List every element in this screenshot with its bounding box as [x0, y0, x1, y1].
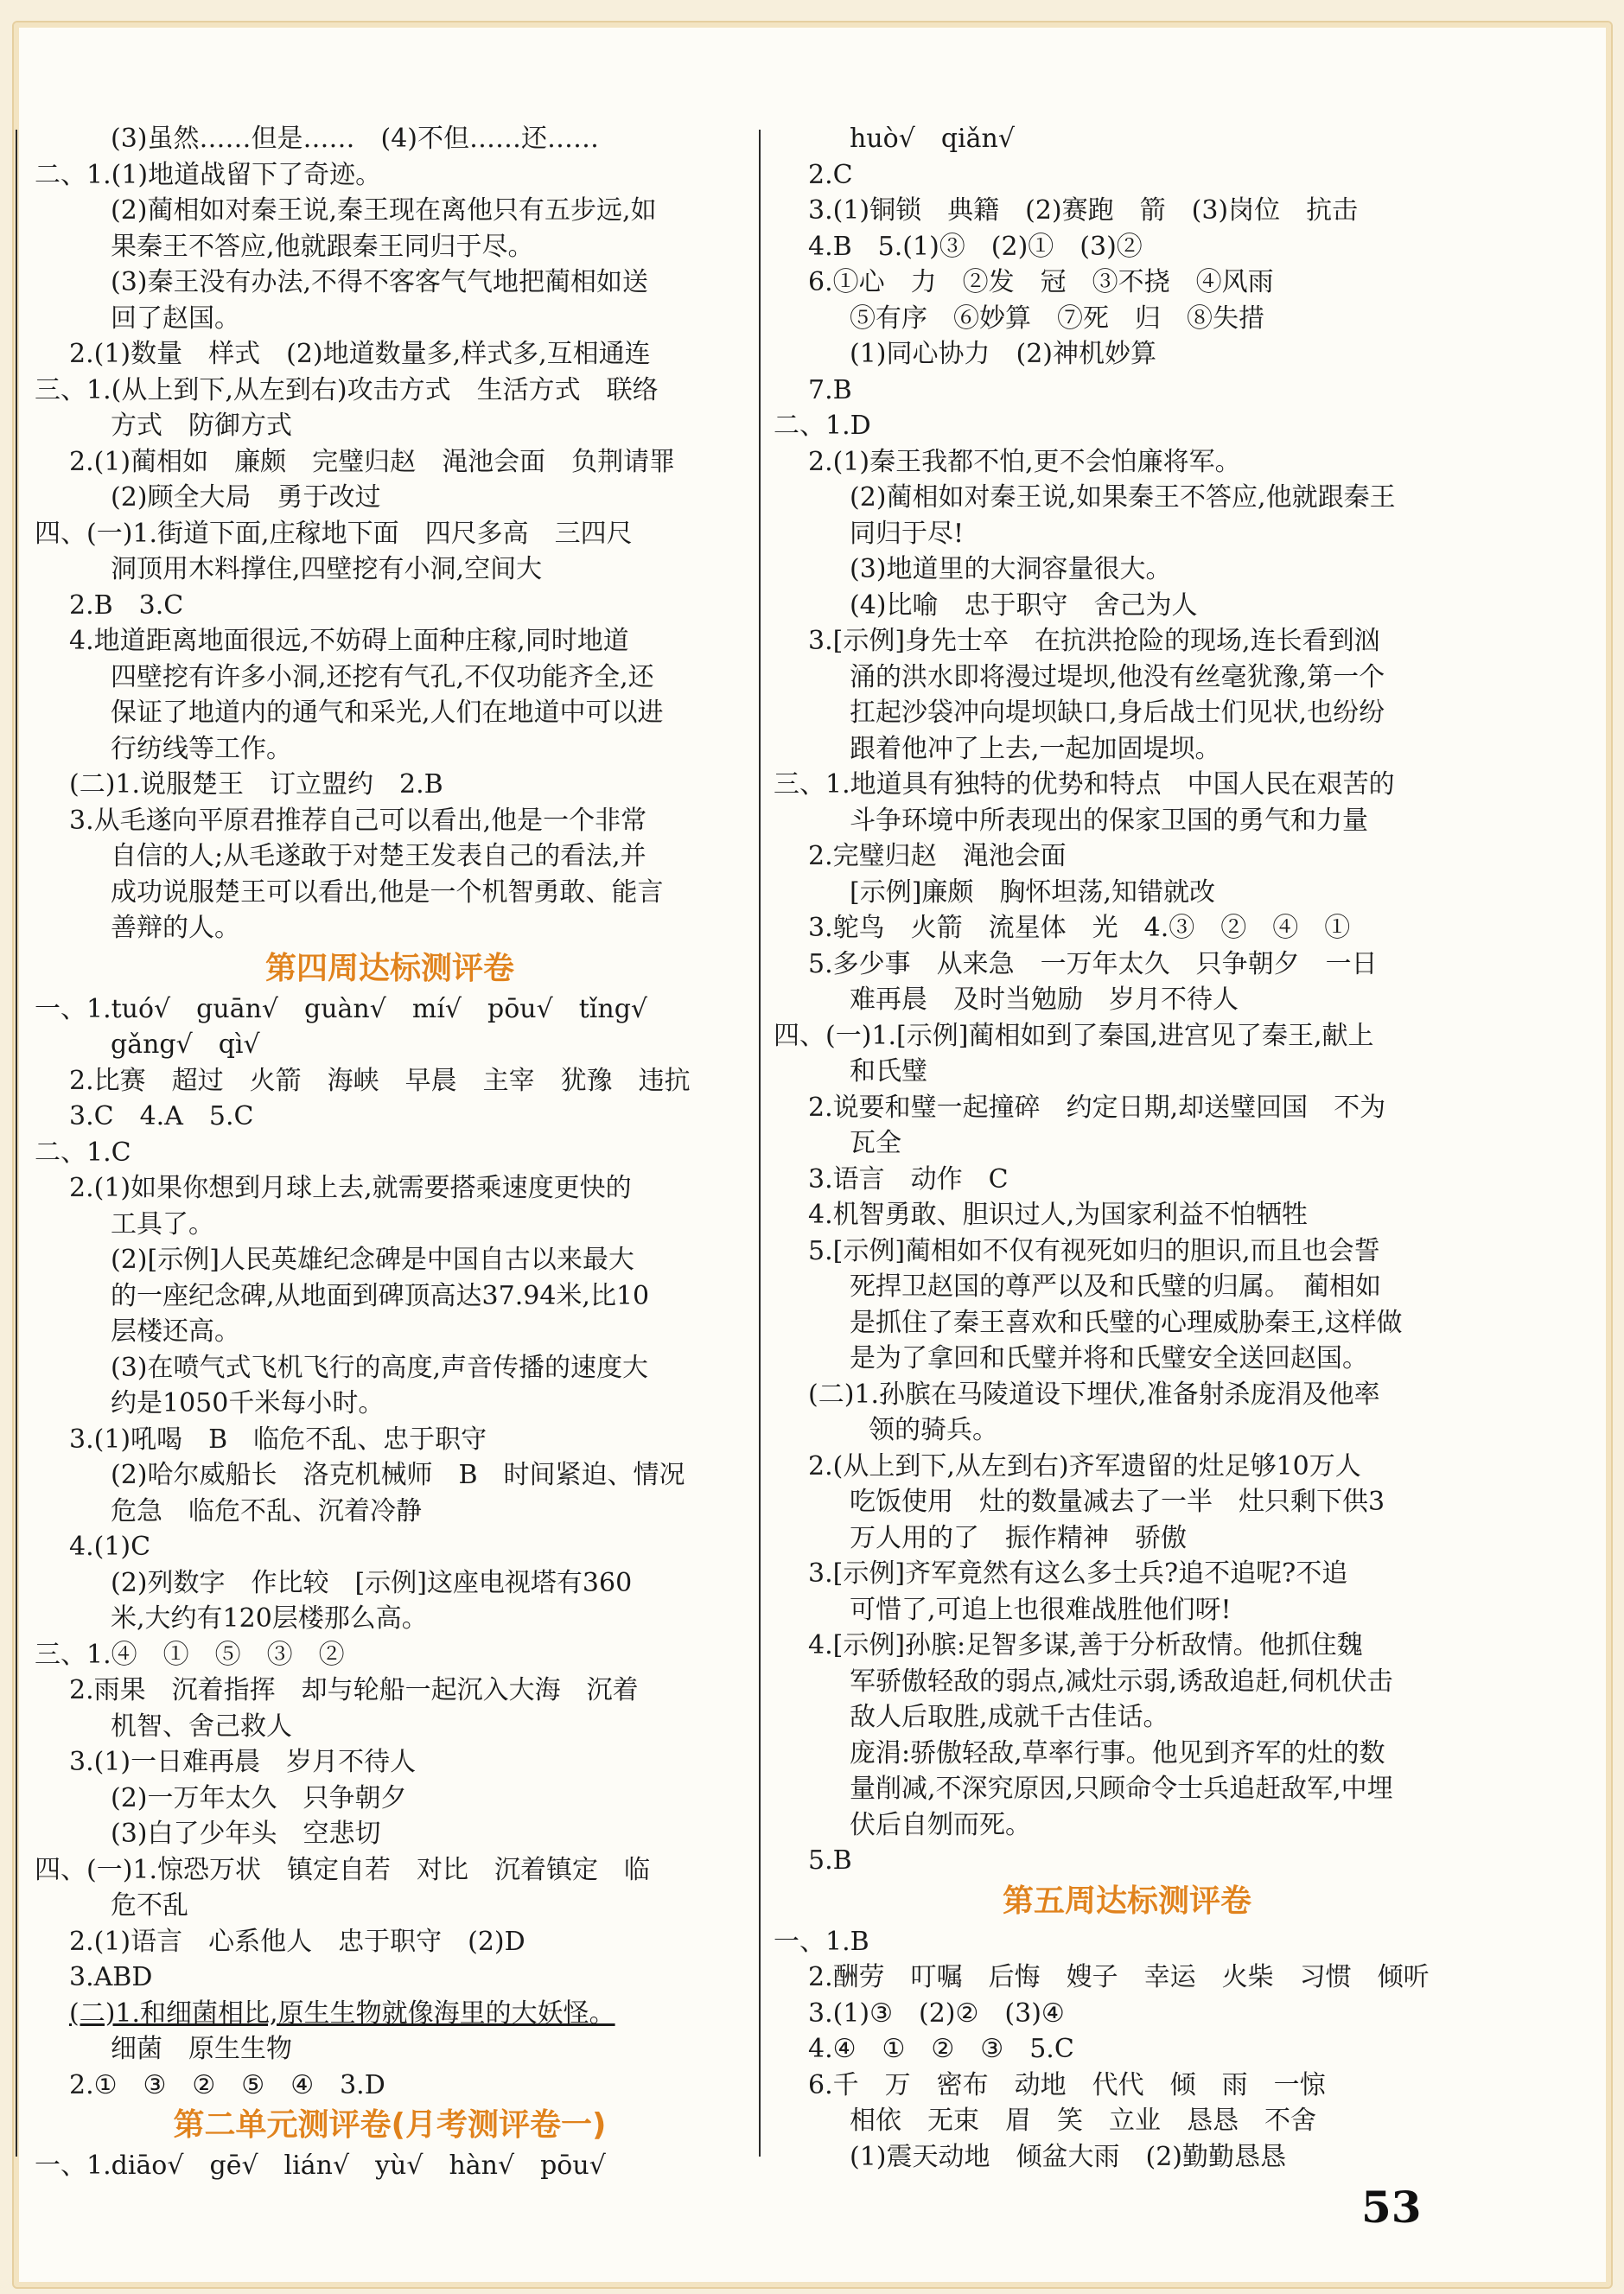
answer-line: 一、1.tuó√ guān√ guàn√ mí√ pōu√ tǐng√ — [35, 993, 648, 1024]
answer-line: 3.从毛遂向平原君推荐自己可以看出,他是一个非常 — [69, 805, 647, 836]
answer-line: 四、(一)1.惊恐万状 镇定自若 对比 沉着镇定 临 — [35, 1854, 651, 1885]
answer-line: 难再晨 及时当勉励 岁月不待人 — [850, 985, 1239, 1015]
answer-line: 6.①心 力 ②发 冠 ③不挠 ④风雨 — [808, 267, 1274, 297]
answer-line: (二)1.和细菌相比,原生生物就像海里的大妖怪。 — [69, 1998, 615, 2029]
answer-line: 2.(1)如果你想到月球上去,就需要搭乘速度更快的 — [69, 1173, 632, 1203]
answer-line: 方式 防御方式 — [111, 411, 292, 441]
answer-line: (二)1.孙膑在马陵道设下埋伏,准备射杀庞涓及他率 — [808, 1379, 1380, 1410]
answer-line: 4.B 5.(1)③ (2)① (3)② — [808, 231, 1143, 262]
answer-line: 2.雨果 沉着指挥 却与轮船一起沉入大海 沉着 — [69, 1675, 639, 1705]
answer-line: 和氏璧 — [850, 1056, 927, 1086]
answer-line: 2.完璧归赵 渑池会面 — [808, 841, 1067, 871]
answer-line: 四壁挖有许多小洞,还挖有气孔,不仅功能齐全,还 — [111, 661, 654, 692]
answer-line: gǎng√ qì√ — [111, 1029, 260, 1060]
answer-line: 2.酬劳 叮嘱 后悔 嫂子 幸运 火柴 习惯 倾听 — [808, 1962, 1430, 1992]
answer-line: 成功说服楚王可以看出,他是一个机智勇敢、能言 — [111, 876, 664, 908]
answer-line: 7.B — [808, 374, 852, 405]
answer-line: 斗争环境中所表现出的保家卫国的勇气和力量 — [850, 805, 1368, 836]
answer-line: 涌的洪水即将漫过堤坝,他没有丝毫犹豫,第一个 — [850, 661, 1385, 692]
answer-line: 同归于尽! — [850, 518, 965, 549]
answer-line: 庞涓:骄傲轻敌,草率行事。他见到齐军的灶的数 — [850, 1737, 1385, 1768]
answer-line: 3.C 4.A 5.C — [69, 1101, 254, 1131]
answer-line: 3.鸵鸟 火箭 流星体 光 4.③ ② ④ ① — [808, 913, 1351, 943]
answer-line: 机智、舍己救人 — [111, 1711, 292, 1742]
answer-line: ⑤有序 ⑥妙算 ⑦死 归 ⑧失措 — [850, 303, 1264, 334]
answer-line: 5.B — [808, 1845, 852, 1876]
answer-line: 果秦王不答应,他就跟秦王同归于尽。 — [111, 231, 534, 262]
answer-line: 二、1.C — [35, 1137, 131, 1168]
answer-line: 可惜了,可追上也很难战胜他们呀! — [850, 1594, 1232, 1625]
answer-line: 危不乱 — [111, 1890, 188, 1921]
answer-line: 3.(1)吼喝 B 临危不乱、忠于职守 — [69, 1424, 487, 1455]
answer-line: 行纺线等工作。 — [111, 733, 292, 764]
answer-line: 三、1.(从上到下,从左到右)攻击方式 生活方式 联络 — [35, 374, 659, 405]
answer-line: (2)顾全大局 勇于改过 — [111, 482, 381, 513]
answer-line: 5.[示例]蔺相如不仅有视死如归的胆识,而且也会誓 — [808, 1235, 1380, 1266]
answer-line: (2)[示例]人民英雄纪念碑是中国自古以来最大 — [111, 1245, 634, 1275]
answer-line: 保证了地道内的通气和采光,人们在地道中可以进 — [111, 698, 664, 728]
answer-line: 伏后自刎而死。 — [850, 1809, 1031, 1840]
answer-line: 6.千 万 密布 动地 代代 倾 雨 一惊 — [808, 2069, 1326, 2100]
right-column — [774, 121, 1481, 2175]
answer-line: 善辩的人。 — [111, 913, 240, 943]
answer-line: 三、1.地道具有独特的优势和特点 中国人民在艰苦的 — [774, 769, 1395, 800]
answer-line: (2)蔺相如对秦王说,如果秦王不答应,他就跟秦王 — [850, 482, 1396, 513]
answer-line: 敌人后取胜,成就千古佳话。 — [850, 1702, 1169, 1732]
answer-line: 4.地道距离地面很远,不妨碍上面种庄稼,同时地道 — [69, 626, 629, 656]
answer-line: 是为了拿回和氏璧并将和氏璧安全送回赵国。 — [850, 1343, 1368, 1373]
answer-line: 工具了。 — [111, 1208, 214, 1239]
answer-line: 相依 无束 眉 笑 立业 恳恳 不舍 — [850, 2106, 1316, 2136]
answer-line: (1)同心协力 (2)神机妙算 — [850, 339, 1156, 369]
answer-line: 2.(1)蔺相如 廉颇 完璧归赵 渑池会面 负荆请罪 — [69, 446, 676, 477]
answer-line: 2.B 3.C — [69, 589, 184, 621]
answer-line: 死捍卫赵国的尊严以及和氏璧的归属。 蔺相如 — [850, 1271, 1381, 1302]
answer-line: (3)在喷气式飞机飞行的高度,声音传播的速度大 — [111, 1352, 649, 1383]
section-title: 第五周达标测评卷 — [1002, 1883, 1251, 1919]
answer-line: 3.(1)铜锁 典籍 (2)赛跑 箭 (3)岗位 抗击 — [808, 195, 1359, 226]
answer-line: 3.[示例]身先士卒 在抗洪抢险的现场,连长看到汹 — [808, 626, 1380, 656]
section-title: 第四周达标测评卷 — [264, 950, 514, 986]
answer-line: 2.(1)数量 样式 (2)地道数量多,样式多,互相通连 — [69, 339, 651, 369]
left-margin-rule — [16, 130, 17, 2157]
answer-line: 自信的人;从毛遂敢于对楚王发表自己的看法,并 — [111, 841, 646, 871]
answer-line: 回了赵国。 — [111, 303, 240, 334]
page-number: 53 — [1361, 2182, 1422, 2233]
answer-line: (2)一万年太久 只争朝夕 — [111, 1782, 407, 1813]
answer-line: huò√ qiǎn√ — [850, 124, 1015, 154]
column-divider — [759, 130, 761, 2157]
answer-line: 2.① ③ ② ⑤ ④ 3.D — [69, 2069, 385, 2100]
answer-line: 领的骑兵。 — [869, 1415, 998, 1445]
answer-line: 一、1.diāo√ gē√ lián√ yù√ hàn√ pōu√ — [35, 2151, 606, 2181]
answer-line: 军骄傲轻敌的弱点,减灶示弱,诱敌追赶,伺机伏击 — [850, 1666, 1393, 1697]
answer-line: 三、1.④ ① ⑤ ③ ② — [35, 1639, 345, 1670]
answer-line: 5.多少事 从来急 一万年太久 只争朝夕 一日 — [808, 948, 1378, 979]
answer-line: (2)哈尔威船长 洛克机械师 B 时间紧迫、情况 — [111, 1460, 685, 1490]
answer-line: 3.(1)一日难再晨 岁月不待人 — [69, 1747, 417, 1777]
answer-line: (3)白了少年头 空悲切 — [111, 1819, 381, 1849]
answer-line: (二)1.说服楚王 订立盟约 2.B — [69, 769, 443, 800]
answer-line: (1)震天动地 倾盆大雨 (2)勤勤恳恳 — [850, 2141, 1286, 2172]
left-column — [35, 121, 745, 2184]
answer-line: 3.语言 动作 C — [808, 1163, 1009, 1195]
section-title: 第二单元测评卷(月考测评卷一) — [173, 2107, 607, 2143]
answer-line: 2.比赛 超过 火箭 海峡 早晨 主宰 犹豫 违抗 — [69, 1065, 691, 1096]
answer-line: 4.机智勇敢、胆识过人,为国家利益不怕牺牲 — [808, 1200, 1309, 1230]
answer-line: 跟着他冲了上去,一起加固堤坝。 — [850, 733, 1221, 764]
answer-line: 2.(1)秦王我都不怕,更不会怕廉将军。 — [808, 446, 1241, 477]
answer-line: (3)虽然……但是…… (4)不但……还…… — [111, 124, 599, 154]
answer-line: 四、(一)1.街道下面,庄稼地下面 四尺多高 三四尺 — [35, 518, 633, 549]
answer-line: 4.[示例]孙膑:足智多谋,善于分析敌情。他抓住魏 — [808, 1630, 1363, 1660]
answer-line: (2)列数字 作比较 [示例]这座电视塔有360 — [111, 1567, 633, 1598]
answer-line: 2.C — [808, 159, 853, 190]
answer-line: 吃饭使用 灶的数量减去了一半 灶只剩下供3 — [850, 1487, 1385, 1517]
answer-line: (4)比喻 忠于职守 舍己为人 — [850, 589, 1198, 621]
answer-line: 的一座纪念碑,从地面到碑顶高达37.94米,比10 — [111, 1280, 650, 1311]
answer-line: (3)地道里的大洞容量很大。 — [850, 554, 1172, 584]
answer-line: 量削减,不深究原因,只顾命令士兵追赶敌军,中埋 — [850, 1774, 1393, 1804]
answer-line: 2.(从上到下,从左到右)齐军遗留的灶足够10万人 — [808, 1450, 1361, 1482]
answer-line: 3.(1)③ (2)② (3)④ — [808, 1998, 1065, 2029]
answer-line: 层楼还高。 — [111, 1316, 240, 1347]
answer-line: 米,大约有120层楼那么高。 — [111, 1603, 428, 1634]
answer-line: 3.[示例]齐军竟然有这么多士兵?追不追呢?不追 — [808, 1558, 1348, 1589]
answer-line: [示例]廉颇 胸怀坦荡,知错就改 — [850, 876, 1215, 908]
answer-line: 4.(1)C — [69, 1532, 151, 1562]
answer-line: 细菌 原生生物 — [111, 2034, 292, 2064]
answer-line: 四、(一)1.[示例]蔺相如到了秦国,进宫见了秦王,献上 — [774, 1020, 1374, 1051]
answer-line: 一、1.B — [774, 1926, 869, 1957]
answer-line: 万人用的了 振作精神 骄傲 — [850, 1522, 1187, 1553]
answer-line: 约是1050千米每小时。 — [111, 1388, 385, 1418]
answer-line: 二、1.D — [774, 411, 871, 441]
answer-line: 4.④ ① ② ③ 5.C — [808, 2034, 1074, 2064]
answer-line: (3)秦王没有办法,不得不客客气气地把蔺相如送 — [111, 267, 649, 297]
answer-line: 2.说要和璧一起撞碎 约定日期,却送璧回国 不为 — [808, 1092, 1386, 1123]
answer-line: 瓦全 — [850, 1128, 901, 1158]
answer-line: 是抓住了秦王喜欢和氏璧的心理威胁秦王,这样做 — [850, 1307, 1403, 1338]
answer-line: 2.(1)语言 心系他人 忠于职守 (2)D — [69, 1926, 525, 1957]
answer-line: 扛起沙袋冲向堤坝缺口,身后战士们见状,也纷纷 — [850, 698, 1385, 728]
answer-line: (2)蔺相如对秦王说,秦王现在离他只有五步远,如 — [111, 195, 657, 226]
answer-line: 二、1.(1)地道战留下了奇迹。 — [35, 159, 382, 190]
answer-line: 危急 临危不乱、沉着冷静 — [111, 1495, 422, 1526]
answer-line: 洞顶用木料撑住,四壁挖有小洞,空间大 — [111, 554, 543, 584]
answer-line: 3.ABD — [69, 1962, 153, 1992]
